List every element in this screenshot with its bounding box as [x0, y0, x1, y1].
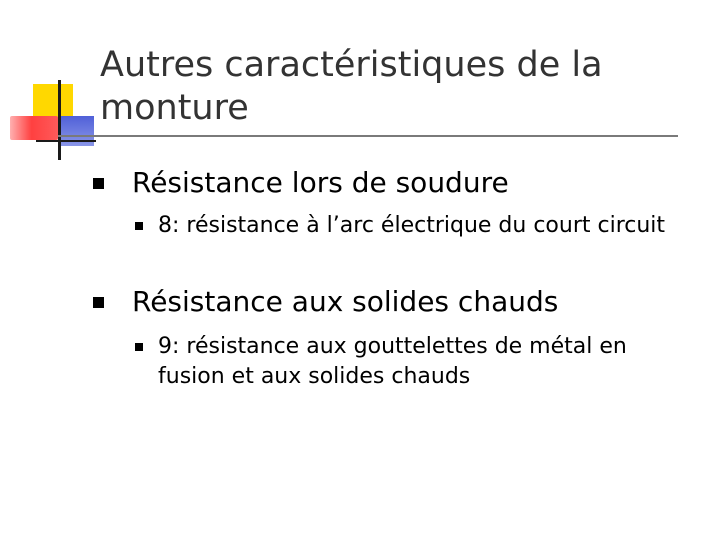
bullet-item-label: Résistance lors de soudure: [132, 166, 509, 199]
slide-title: Autres caractéristiques de la monture: [100, 45, 603, 128]
title-divider: [58, 135, 678, 137]
sub-bullet-item: [137, 211, 692, 241]
red-bar-decoration: [10, 116, 58, 140]
bullet-item: [100, 285, 690, 319]
bullet-item: [100, 166, 690, 200]
square-bullet-icon: [93, 178, 104, 189]
bullet-item-label: Résistance aux solides chauds: [132, 285, 559, 318]
sub-bullet-item-label: 8: résistance à l’arc électrique du court circuit: [158, 213, 666, 238]
horizontal-line-decoration: [36, 140, 96, 142]
small-square-bullet-icon: [135, 222, 143, 230]
square-bullet-icon: [93, 297, 104, 308]
sub-bullet-item-label: 9: résistance aux gouttelettes de métal en fusion et aux solides chauds: [158, 334, 627, 389]
small-square-bullet-icon: [135, 343, 143, 351]
vertical-line-decoration: [58, 80, 61, 160]
slide-logo-decoration: [0, 0, 110, 170]
sub-bullet-item: [137, 332, 692, 392]
